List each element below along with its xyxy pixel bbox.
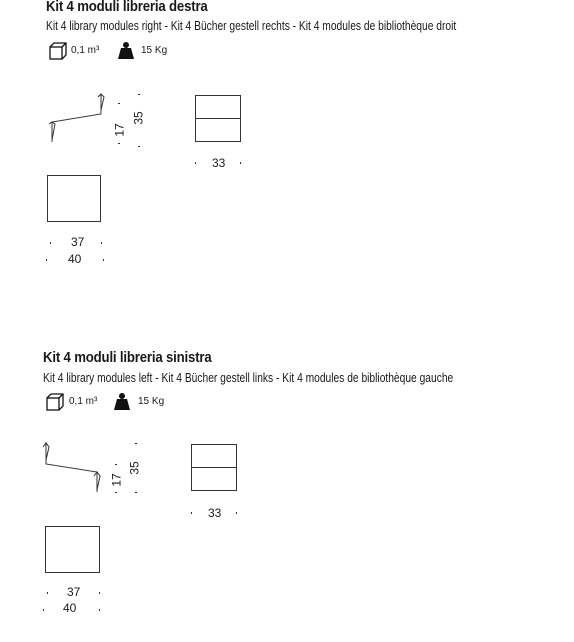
weight-value: 15 Kg <box>138 396 165 407</box>
volume-value: 0,1 m³ <box>71 45 100 56</box>
section-right <box>0 0 574 300</box>
side-profile-drawing <box>0 350 574 642</box>
top-view <box>45 526 100 573</box>
volume-value: 0,1 m³ <box>69 396 98 407</box>
dim-front-width: 33 <box>212 156 226 170</box>
section-subtitle: Kit 4 library modules right - Kit 4 Bücher gestell rechts - Kit 4 modules de bibliothèque droit <box>46 19 457 33</box>
dim-top-inner: 37 <box>71 235 85 249</box>
dim-side-short: 17 <box>109 473 124 487</box>
side-profile-drawing <box>0 0 574 300</box>
front-view <box>195 95 241 142</box>
top-view <box>47 175 101 222</box>
dim-top-outer: 40 <box>63 601 77 615</box>
section-title: Kit 4 moduli libreria destra <box>46 0 208 15</box>
front-view <box>191 444 237 491</box>
dim-front-width: 33 <box>208 506 222 520</box>
section-subtitle: Kit 4 library modules left - Kit 4 Bücher gestell links - Kit 4 modules de bibliothèque gauche <box>43 371 454 385</box>
dim-side-short: 17 <box>112 123 127 137</box>
dim-top-inner: 37 <box>67 585 81 599</box>
dim-side-tall: 35 <box>127 461 142 475</box>
section-left <box>0 350 574 642</box>
section-title: Kit 4 moduli libreria sinistra <box>43 349 212 366</box>
dim-top-outer: 40 <box>68 252 82 266</box>
dim-side-tall: 35 <box>131 111 146 125</box>
weight-value: 15 Kg <box>141 45 168 56</box>
